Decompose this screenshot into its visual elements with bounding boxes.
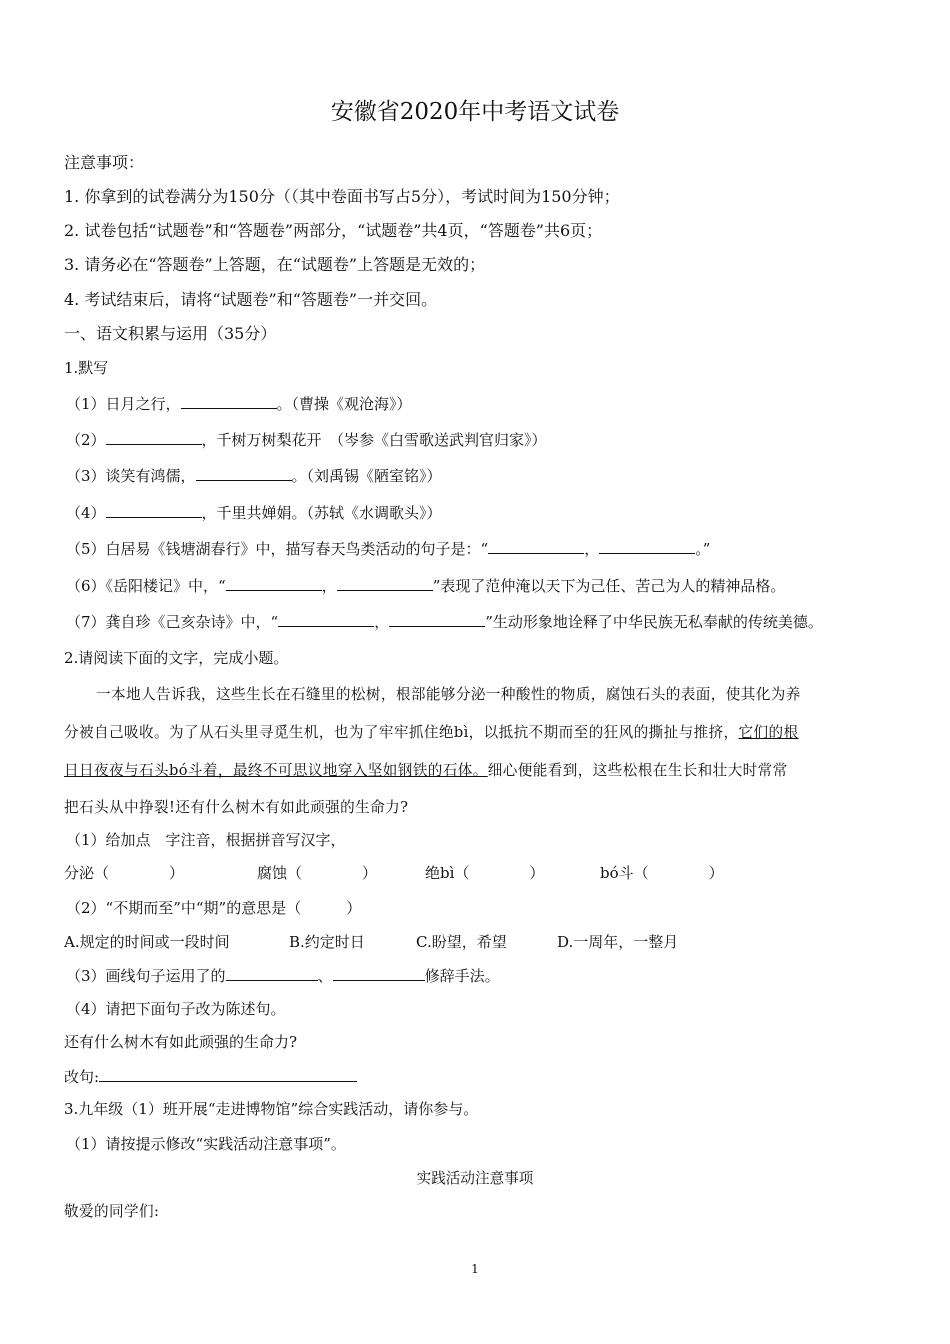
q2-sub2: （2）“不期而至”中“期”的意思是（ ）: [66, 899, 362, 917]
q2-sub4: （4）请把下面句子改为陈述句。: [66, 1000, 286, 1018]
q1-s3-pre: （3）谈笑有鸿儒，: [66, 467, 196, 485]
option-c[interactable]: C.盼望，希望: [416, 933, 507, 951]
answer-blank[interactable]: [337, 574, 433, 591]
notice-item-3: 3. 请务必在“答题卷”上答题，在“试题卷”上答题是无效的；: [64, 255, 486, 274]
page-title: 安徽省2020年中考语文试卷: [330, 99, 620, 125]
answer-blank[interactable]: [389, 610, 485, 627]
q1-s4-post: ，千里共婵娟。（苏轼《水调歌头》）: [201, 504, 442, 522]
q1-s5-mid: ，: [584, 540, 600, 558]
answer-blank[interactable]: [181, 392, 277, 409]
q2-sub1: （1）给加点 字注音，根据拼音写汉字，: [66, 831, 346, 849]
q1-s5: [66, 537, 710, 559]
passage-text: 细心便能看到，这些松根在生长和壮大时常常: [487, 762, 788, 779]
q1-s1-post: 。（曹操《观沧海》）: [276, 395, 412, 413]
q1-s5-post: 。”: [695, 540, 711, 558]
q1-s4-pre: （4）: [66, 504, 106, 522]
q2-sub3-post: 修辞手法。: [424, 967, 500, 985]
passage-line-2: [64, 721, 799, 742]
answer-blank[interactable]: [278, 610, 374, 627]
q2-sub3: [66, 964, 500, 986]
notice-item-4: 4. 考试结束后，请将“试题卷”和“答题卷”一并交回。: [64, 290, 438, 309]
q2-label: 2.请阅读下面的文字，完成小题。: [64, 649, 289, 667]
pinyin-item-4: bó斗（ ）: [600, 864, 724, 882]
pinyin-item-3: 绝bì（ ）: [425, 864, 545, 882]
passage-line-3: [64, 759, 788, 780]
notice-item-1: 1. 你拿到的试卷满分为150分（（其中卷面书写占5分），考试时间为150分钟；: [64, 187, 620, 206]
q1-s3: [66, 464, 442, 486]
rewrite-line: [64, 1065, 357, 1087]
page-number: 1: [471, 1262, 479, 1276]
q1-s7-post: ”生动形象地诠释了中华民族无私奉献的传统美德。: [485, 613, 823, 631]
option-a[interactable]: A.规定的时间或一段时间: [64, 933, 230, 951]
option-d[interactable]: D.一周年，一整月: [557, 933, 679, 951]
q1-s1-pre: （1）日月之行，: [66, 395, 181, 413]
passage-line-4: 把石头从中挣裂!还有什么树木有如此顽强的生命力?: [64, 799, 409, 816]
answer-blank[interactable]: [106, 428, 202, 445]
answer-blank[interactable]: [599, 537, 695, 554]
underlined-sentence: 它们的根: [738, 724, 799, 741]
pinyin-item-1: 分泌（ ）: [64, 864, 185, 882]
q1-s6-post: ”表现了范仲淹以天下为己任、苦己为人的精神品格。: [432, 577, 786, 595]
pinyin-item-2: 腐蚀（ ）: [257, 864, 378, 882]
q1-s2: [66, 428, 547, 450]
notice-box-heading: 实践活动注意事项: [416, 1170, 534, 1187]
q1-s1: [66, 392, 412, 414]
q1-s7-mid: ，: [374, 613, 390, 631]
answer-blank[interactable]: [196, 464, 292, 481]
q2-sub3-mid: 、: [317, 967, 333, 985]
q1-s5-pre: （5）白居易《钱塘湖春行》中，描写春天鸟类活动的句子是：“: [66, 540, 489, 558]
rewrite-blank[interactable]: [99, 1065, 357, 1082]
passage-text: 分被自己吸收。为了从石头里寻觅生机，也为了牢牢抓住绝bì，以抵抗不期而至的狂风的撕扯与推挤，: [64, 724, 739, 741]
rewrite-label: 改句:: [64, 1068, 100, 1086]
answer-blank[interactable]: [226, 964, 318, 981]
question-sentence: 还有什么树木有如此顽强的生命力?: [64, 1033, 298, 1051]
answer-blank[interactable]: [333, 964, 425, 981]
q1-label: 1.默写: [64, 359, 109, 377]
q1-s7-pre: （7）龚自珍《己亥杂诗》中，“: [66, 613, 279, 631]
q3-sub1: （1）请按提示修改“实践活动注意事项”。: [66, 1135, 346, 1153]
q1-s6-mid: ，: [321, 577, 337, 595]
answer-blank[interactable]: [488, 537, 584, 554]
option-b[interactable]: B.约定时日: [289, 933, 365, 951]
notice-item-2: 2. 试卷包括“试题卷”和“答题卷”两部分，“试题卷”共4页，“答题卷”共6页；: [64, 221, 603, 240]
section-heading: 一、语文积累与运用（35分）: [64, 324, 277, 343]
q3-label: 3.九年级（1）班开展“走进博物馆”综合实践活动，请你参与。: [64, 1100, 479, 1118]
underlined-sentence: 日日夜夜与石头bó斗着，最终不可思议地穿入坚如钢铁的石体。: [64, 762, 488, 779]
answer-blank[interactable]: [226, 574, 322, 591]
q1-s4: [66, 501, 442, 523]
q2-sub3-pre: （3）画线句子运用了的: [66, 967, 226, 985]
passage-line-1: 一本地人告诉我，这些生长在石缝里的松树，根部能够分泌一种酸性的物质，腐蚀石头的表面，使其化为养: [96, 686, 801, 703]
greeting: 敬爱的同学们:: [64, 1203, 160, 1220]
q1-s6: [66, 574, 785, 596]
notice-heading: 注意事项：: [64, 153, 145, 172]
q1-s3-post: 。（刘禹锡《陋室铭》）: [291, 467, 442, 485]
q1-s2-post: ，千树万树梨花开 （岑参《白雪歌送武判官归家》）: [201, 431, 547, 449]
answer-blank[interactable]: [106, 501, 202, 518]
q1-s2-pre: （2）: [66, 431, 106, 449]
q1-s7: [66, 610, 823, 632]
q1-s6-pre: （6）《岳阳楼记》中，“: [66, 577, 226, 595]
